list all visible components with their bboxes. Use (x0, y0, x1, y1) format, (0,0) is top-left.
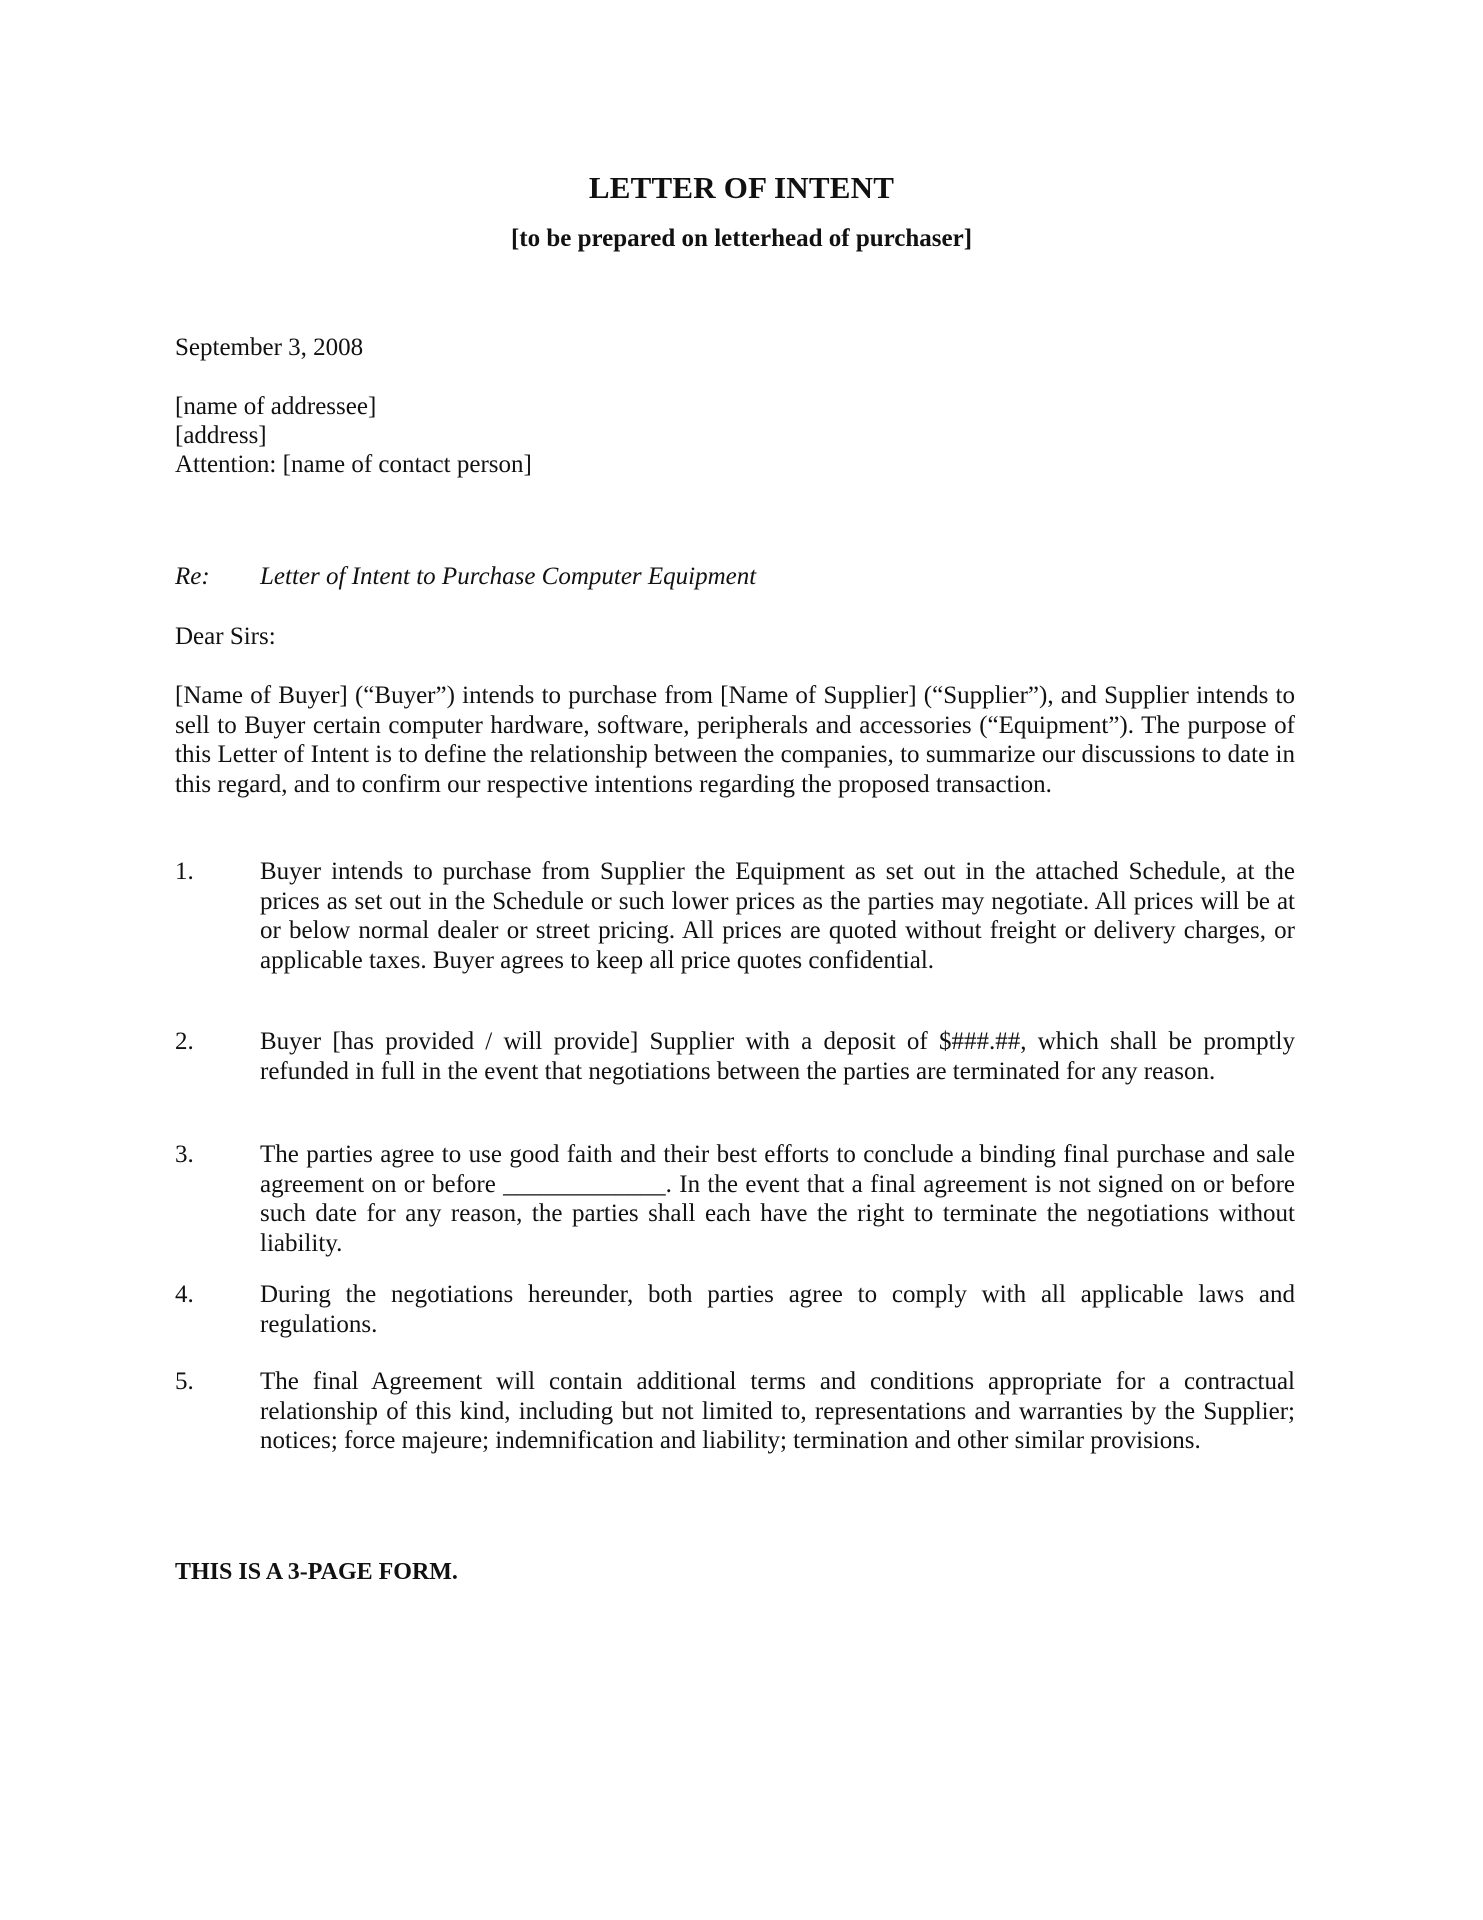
list-item-number: 4. (175, 1281, 194, 1308)
list-item-number: 3. (175, 1141, 194, 1168)
addressee-name: [name of addressee] (175, 393, 377, 420)
list-item (175, 1280, 1295, 1339)
list-item-text: The parties agree to use good faith and their best efforts to conclude a binding final purchase and sale agreement on or before _____________. In the event that a final agreement is not signed on or before such date for any reason, the parties shall each have the right to terminate the negotiations without liability. (260, 1141, 1295, 1257)
list-item-text: The final Agreement will contain additional terms and conditions appropriate for a contractual relationship of this kind, including but not limited to, representations and warranties by the Supplier; notices; force majeure; indemnification and liability; termination and other similar provisions. (260, 1368, 1295, 1454)
addressee-attention: Attention: [name of contact person] (175, 451, 532, 478)
list-item (175, 1367, 1295, 1456)
list-item (175, 1140, 1295, 1258)
list-item-number: 5. (175, 1368, 194, 1395)
salutation: Dear Sirs: (175, 623, 276, 650)
intro-paragraph: [Name of Buyer] (“Buyer”) intends to purchase from [Name of Supplier] (“Supplier”), and Supplier intends to sell to Buyer certain computer hardware, software, peripherals and accessories (“Equipment”). The purpose of this Letter of Intent is to define the relationship between the companies, to summarize our discussions to date in this regard, and to confirm our respective intentions regarding the proposed transaction. (175, 682, 1295, 798)
list-item (175, 857, 1295, 975)
list-item (175, 1027, 1295, 1086)
subject-text: Letter of Intent to Purchase Computer Equipment (260, 563, 757, 590)
addressee-block (175, 392, 1295, 479)
subject-label: Re: (175, 563, 210, 590)
subject-line (175, 562, 1295, 591)
page-count-note: THIS IS A 3-PAGE FORM. (175, 1559, 458, 1585)
document-subtitle: [to be prepared on letterhead of purchaser] (510, 225, 973, 252)
list-item-number: 1. (175, 858, 194, 885)
list-item-text: Buyer [has provided / will provide] Supplier with a deposit of $###.##, which shall be promptly refunded in full in the event that negotiations between the parties are terminated for any reason. (260, 1028, 1295, 1085)
list-item-number: 2. (175, 1028, 194, 1055)
addressee-address: [address] (175, 422, 267, 449)
list-item-text: During the negotiations hereunder, both parties agree to comply with all applicable laws and regulations. (260, 1281, 1295, 1338)
document-title: LETTER OF INTENT (588, 170, 895, 205)
list-item-text: Buyer intends to purchase from Supplier the Equipment as set out in the attached Schedule, at the prices as set out in the Schedule or such lower prices as the parties may negotiate. All prices will be at or below normal dealer or street pricing. All prices are quoted without freight or delivery charges, or applicable taxes. Buyer agrees to keep all price quotes confidential. (260, 858, 1295, 974)
letter-date: September 3, 2008 (175, 334, 364, 361)
